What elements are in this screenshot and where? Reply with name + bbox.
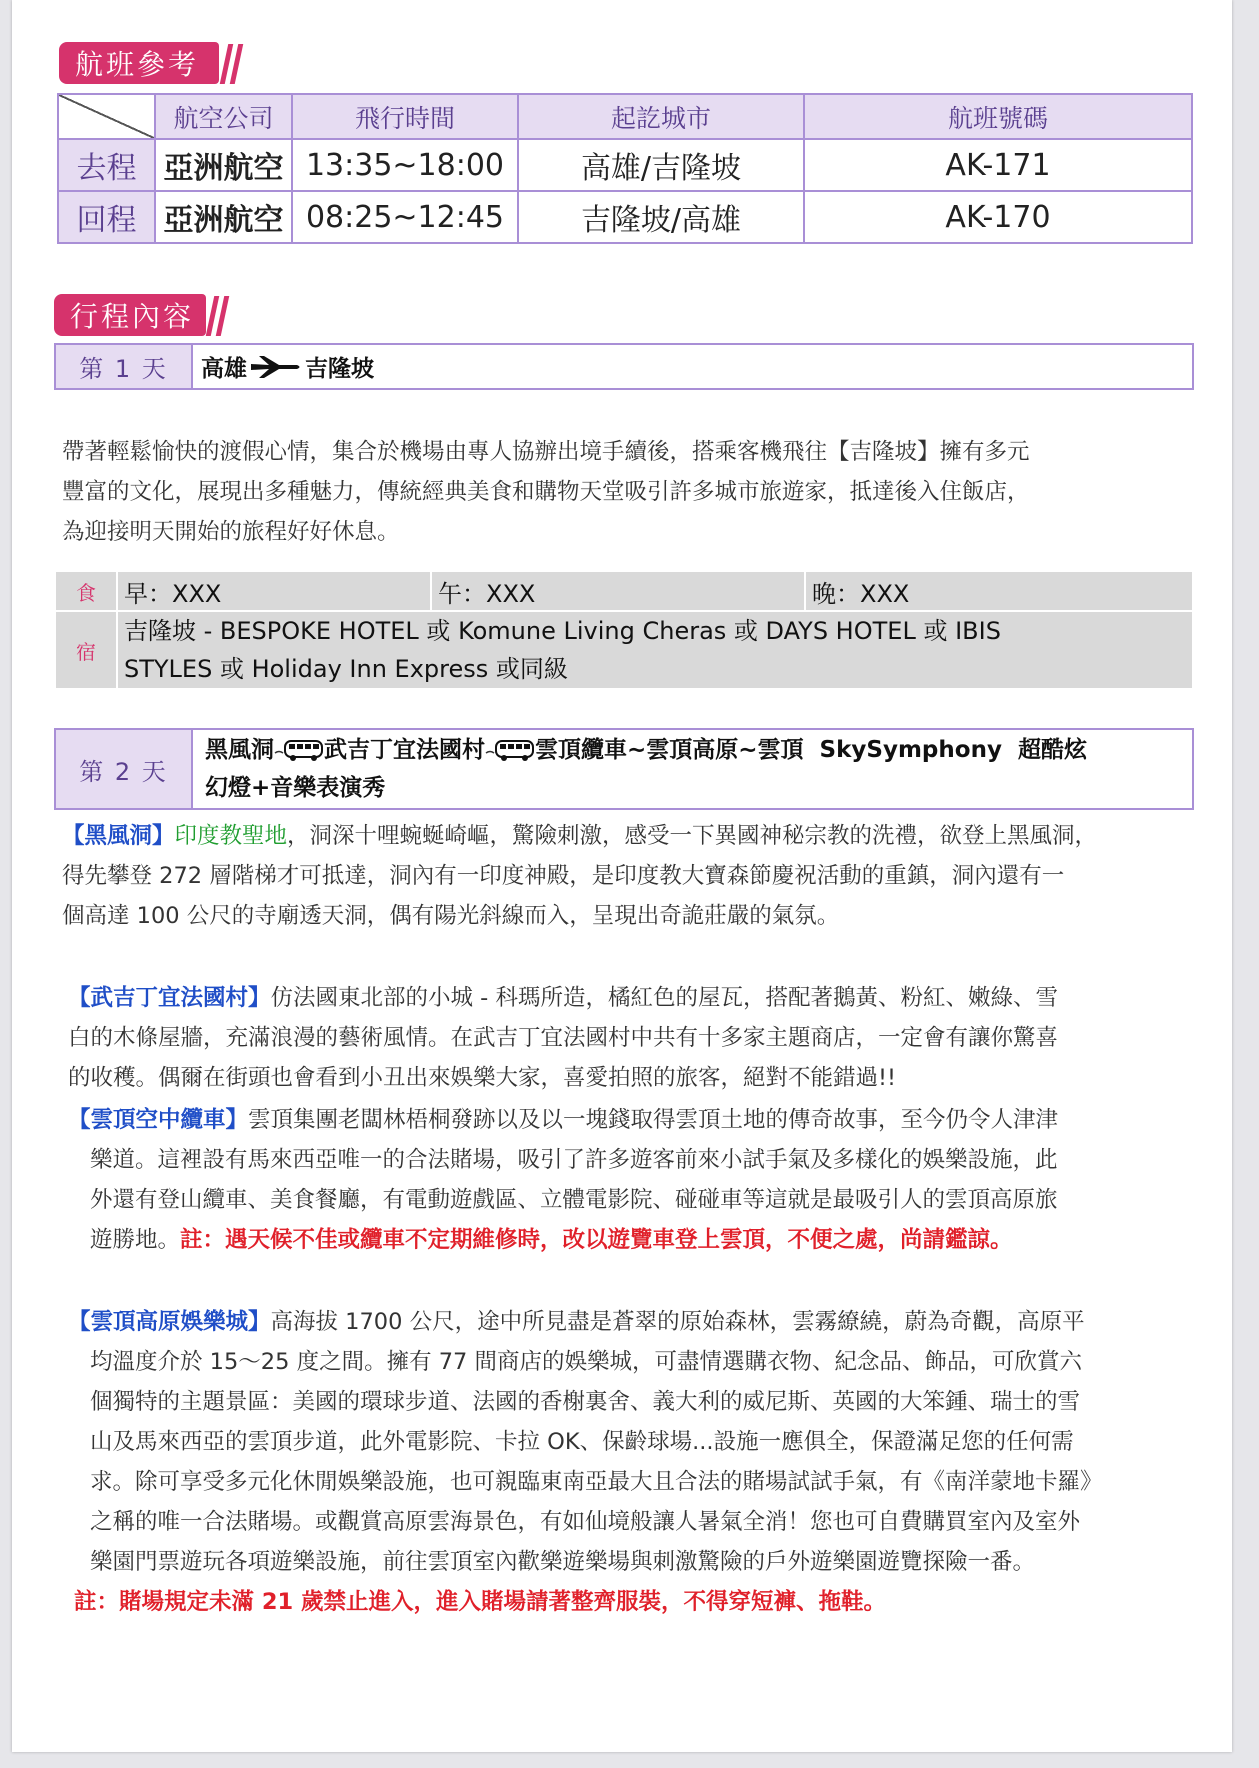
- flight-row-outbound: [58, 139, 1192, 191]
- batu-caves-paragraph: 【黑風洞】印度教聖地，洞深十哩蜿蜒崎嶇，驚險刺激，感受一下異國神秘宗教的洗禮，欲登上黑風洞， 得先攀登 272 層階梯才可抵達，洞內有一印度神殿，是印度教大寶森節慶祝活動的重鎮，洞內還有一 個高達 100 公尺的寺廟透天洞，偶有陽光斜線而入，呈現出奇詭莊嚴的氣氛。: [62, 823, 1098, 929]
- lunch: 午：XXX: [431, 571, 805, 611]
- airline-cell: 亞洲航空: [155, 139, 292, 191]
- airline-cell: 亞洲航空: [155, 191, 292, 243]
- genting-note: 註：賭場規定未滿 21 歲禁止進入，進入賭場請著整齊服裝，不得穿短褲、拖鞋。: [74, 1589, 886, 1615]
- header-time: 飛行時間: [292, 94, 518, 139]
- route-cell: 高雄/吉隆坡: [518, 139, 804, 191]
- header-corner: [58, 94, 155, 139]
- batu-caves-name: 【黑風洞】: [62, 823, 175, 849]
- flight-section-title: 航班參考: [59, 42, 219, 84]
- hotel-label: 宿: [55, 611, 117, 689]
- airplane-icon: [249, 355, 303, 379]
- row-label: 去程: [58, 139, 155, 191]
- route-cell: 吉隆坡/高雄: [518, 191, 804, 243]
- meals-label: 食: [55, 571, 117, 611]
- day1-description: 帶著輕鬆愉快的渡假心情，集合於機場由專人協辦出境手續後，搭乘客機飛往【吉隆坡】擁有多元 豐富的文化，展現出多種魅力，傳統經典美食和購物天堂吸引許多城市旅遊家，抵達後入住飯店， 為迎接明天開始的旅程好好休息。: [62, 439, 1030, 545]
- day1-title: 高雄 吉隆坡: [201, 356, 374, 382]
- time-cell: 08:25~12:45: [292, 191, 518, 243]
- bus-icon: [274, 737, 324, 763]
- time-cell: 13:35~18:00: [292, 139, 518, 191]
- day2-label: 第 2 天: [56, 730, 193, 808]
- day2-header: [54, 728, 1194, 810]
- french-village-name: 【武吉丁宜法國村】: [68, 985, 271, 1011]
- flight-table: [57, 93, 1193, 244]
- itinerary-page: [12, 0, 1232, 1752]
- header-airline: 航空公司: [155, 94, 292, 139]
- hotel-row: [55, 611, 1193, 689]
- row-label: 回程: [58, 191, 155, 243]
- meals-row: [55, 571, 1193, 611]
- batu-caves-tag: 印度教聖地: [174, 823, 288, 849]
- breakfast: 早：XXX: [117, 571, 431, 611]
- tag-stripes: [210, 294, 234, 336]
- flight-no-cell: AK-171: [804, 139, 1192, 191]
- genting-name: 【雲頂高原娛樂城】: [68, 1309, 271, 1335]
- header-flight-no: 航班號碼: [804, 94, 1192, 139]
- itinerary-section-title: 行程內容: [54, 294, 206, 336]
- day1-label: 第 1 天: [56, 345, 193, 388]
- flight-no-cell: AK-170: [804, 191, 1192, 243]
- day1-meals-hotel: [54, 570, 1194, 690]
- tag-stripes: [224, 42, 248, 84]
- day1-header: [54, 343, 1194, 390]
- cable-car-name: 【雲頂空中纜車】: [68, 1107, 249, 1133]
- french-village-paragraph: 【武吉丁宜法國村】仿法國東北部的小城 - 科瑪所造，橘紅色的屋瓦，搭配著鵝黃、粉紅、嫩綠、雪 白的木條屋牆，充滿浪漫的藝術風情。在武吉丁宜法國村中共有十多家主題商店，一定會有讓你驚喜 的收穫。偶爾在街頭也會看到小丑出來娛樂大家，喜愛拍照的旅客，絕對不能錯過!!: [68, 985, 1059, 1091]
- bus-icon: [485, 737, 535, 763]
- cable-car-paragraph: 【雲頂空中纜車】雲頂集團老闆林梧桐發跡以及以一塊錢取得雲頂土地的傳奇故事，至今仍令人津津 樂道。這裡設有馬來西亞唯一的合法賭場，吸引了許多遊客前來小試手氣及多樣化的娛樂設施，此 外還有登山纜車、美食餐廳，有電動遊戲區、立體電影院、碰碰車等這就是最吸引人的雲頂高原旅 遊勝地。註：遇天候不佳或纜車不定期維修時，改以遊覽車登上雲頂，不便之處，尚請鑑諒。: [68, 1107, 1059, 1253]
- genting-paragraph: 【雲頂高原娛樂城】高海拔 1700 公尺，途中所見盡是蒼翠的原始森林，雲霧繚繞，蔚為奇觀，高原平 均溫度介於 15～25 度之間。擁有 77 間商店的娛樂城，可盡情選購衣物、紀念品、飾品，可欣賞六 個獨特的主題景區：美國的環球步道、法國的香榭裏舍、義大利的威尼斯、英國的大笨鍾、瑞士的雪 山及馬來西亞的雲頂步道，此外電影院、卡拉 OK、保齡球場...設施一應俱全，保證滿足您的任何需 求。除可享受多元化休閒娛樂設施，也可親臨東南亞最大且合法的賭場試試手氣，有《南洋蒙地卡羅》 之稱的唯一合法賭場。或觀賞高原雲海景色，有如仙境般讓人暑氣全消！您也可自費購買室內及室外 樂園門票遊玩各項遊樂設施，前往雲頂室內歡樂遊樂場與刺激驚險的戶外遊樂園遊覽探險一番。 註：賭場規定未滿 21 歲禁止進入，進入賭場請著整齊服裝，不得穿短褲、拖鞋。: [68, 1302, 1103, 1622]
- flight-table-header: [58, 94, 1192, 139]
- dinner: 晚：XXX: [805, 571, 1193, 611]
- flight-row-return: [58, 191, 1192, 243]
- header-route: 起訖城市: [518, 94, 804, 139]
- cable-car-note: 註：遇天候不佳或纜車不定期維修時，改以遊覽車登上雲頂，不便之處，尚請鑑諒。: [180, 1227, 1013, 1253]
- day2-title: 黑風洞 武吉丁宜法國村 雲頂纜車~雲頂高原~雲頂 SkySymphony 超酷炫 幻燈+音樂表演秀: [205, 737, 1087, 801]
- hotel-text: 吉隆坡 - BESPOKE HOTEL 或 Komune Living Cheras 或 DAYS HOTEL 或 IBIS STYLES 或 Holiday Inn Express 或同級: [117, 611, 1193, 689]
